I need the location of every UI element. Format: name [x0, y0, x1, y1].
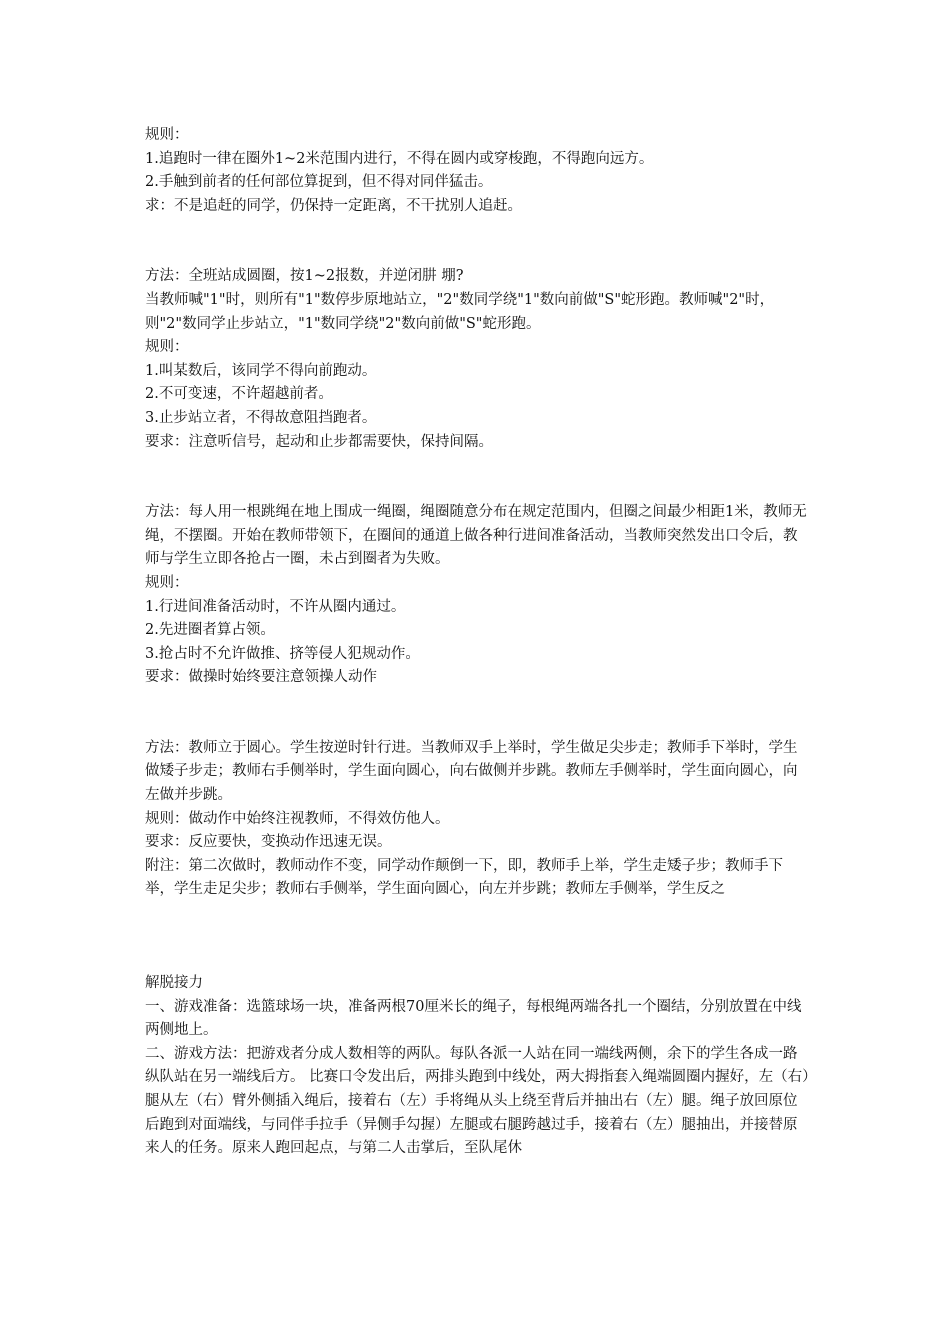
paragraph: 方法：每人用一根跳绳在地上围成一绳圈，绳圈随意分布在规定范围内，但圈之间最少相距1米，教师无绳，不摆圈。开始在教师带领下，在圈间的通道上做各种行进间准备活动，当教师突然发出口令后，教师与学生立即各抢占一圈，未占到圈者为失败。 — [145, 504, 807, 568]
section-chase-rules — [145, 124, 810, 218]
paragraph: 当教师喊"1"时，则所有"1"数停步原地站立，"2"数同学绕"1"数向前做"S"蛇形跑。教师喊"2"时，则"2"数同学止步站立，"1"数同学绕"2"数向前做"S"蛇形跑。 — [145, 291, 775, 332]
paragraph: 规则： — [145, 127, 189, 143]
paragraph: 方法：全班站成圆圈，按1~2报数，并逆闭肼 堋? — [145, 268, 464, 285]
paragraph: 3.止步站立者，不得故意阻挡跑者。 — [145, 409, 377, 426]
section-gap — [145, 218, 810, 265]
paragraph: 规则：做动作中始终注视教师，不得效仿他人。 — [145, 810, 450, 827]
paragraph: 一、游戏准备：选篮球场一块，准备两根70厘米长的绳子，每根绳两端各扎一个圈结，分别放置在中线两侧地上。 — [145, 998, 802, 1039]
paragraph: 求：不是追赶的同学，仍保持一定距离，不干扰别人追赶。 — [145, 197, 522, 214]
section-rope-circle — [145, 501, 810, 690]
paragraph: 规则： — [145, 339, 189, 356]
section-number-snake-run — [145, 265, 810, 454]
paragraph: 1.叫某数后，该同学不得向前跑动。 — [145, 362, 377, 379]
paragraph: 附注：第二次做时，教师动作不变，同学动作颠倒一下，即，教师手上举，学生走矮子步；教师手下举，学生走足尖步；教师右手侧举，学生面向圆心，向左并步跳；教师左手侧举，学生反之 — [145, 857, 783, 898]
paragraph: 2.手触到前者的任何部位算捉到，但不得对同伴猛击。 — [145, 174, 493, 191]
paragraph: 2.先进圈者算占领。 — [145, 622, 275, 639]
paragraph: 要求：做操时始终要注意领操人动作 — [145, 669, 377, 686]
paragraph: 要求：反应要快，变换动作迅速无误。 — [145, 834, 392, 851]
document-body — [145, 124, 810, 1161]
paragraph: 二、游戏方法：把游戏者分成人数相等的两队。每队各派一人站在同一端线两侧，余下的学生各成一路纵队站在另一端线后方。 比赛口令发出后，两排头跑到中线处，两大拇指套入绳端圆圈内握好，左（右）腿从左（右）臂外侧插入绳后，接着右（左）手将绳从头上绕至背后并抽出右（左）腿。绳子放回原位后跑到对面端线，与同伴手拉手（异侧手勾握）左腿或右腿跨越过手，接着右（左）腿抽出，并接替原来人的任务。原来人跑回起点，与第二人击掌后，至队尾休 — [145, 1045, 810, 1157]
section-title: 解脱接力 — [145, 975, 203, 992]
section-gap — [145, 454, 810, 501]
paragraph: 3.抢占时不允许做推、挤等侵人犯规动作。 — [145, 645, 420, 662]
paragraph: 2.不可变速，不许超越前者。 — [145, 386, 333, 403]
section-release-relay — [145, 972, 810, 1161]
paragraph: 要求：注意听信号，起动和止步都需要快，保持间隔。 — [145, 433, 493, 450]
paragraph: 1.行进间准备活动时，不许从圈内通过。 — [145, 598, 406, 615]
section-teacher-signals — [145, 737, 810, 902]
paragraph: 规则： — [145, 574, 189, 591]
paragraph: 方法：教师立于圆心。学生按逆时针行进。当教师双手上举时，学生做足尖步走；教师手下举时，学生做矮子步走；教师右手侧举时，学生面向圆心，向右做侧并步跳。教师左手侧举时，学生面向圆心，向左做并步跳。 — [145, 739, 798, 804]
section-gap — [145, 690, 810, 737]
section-gap — [145, 902, 810, 972]
paragraph: 1.追跑时一律在圈外1~2米范围内进行，不得在圆内或穿梭跑，不得跑向远方。 — [145, 150, 654, 167]
